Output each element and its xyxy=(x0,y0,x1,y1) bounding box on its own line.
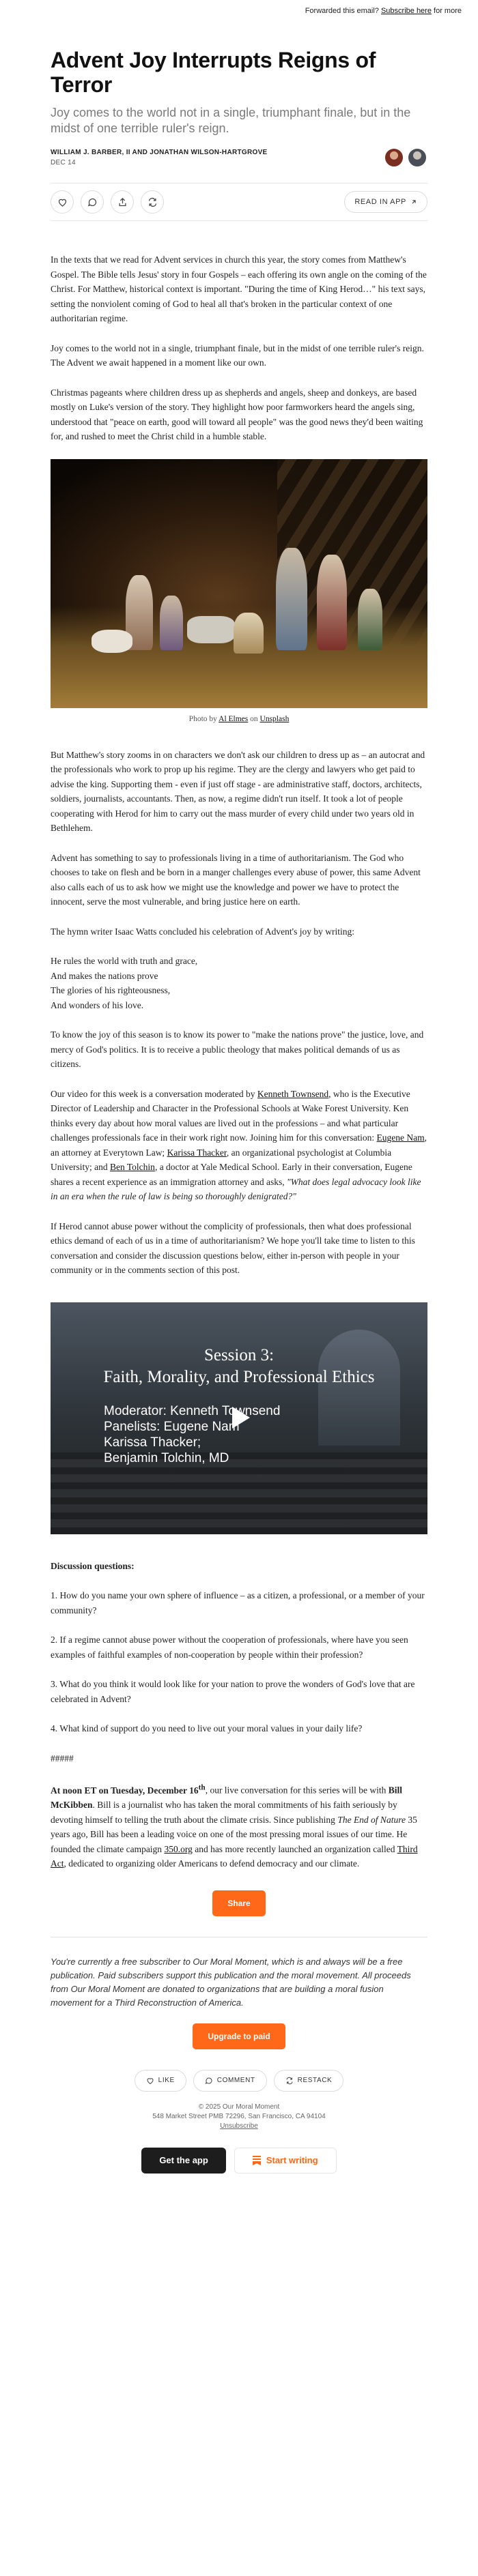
photo-author-link[interactable]: Al Elmes xyxy=(219,714,249,723)
video-panelist: Benjamin Tolchin, MD xyxy=(104,1450,229,1465)
event-guest: Bill McKibben xyxy=(51,1785,403,1810)
paragraph-2: Joy comes to the world not in a single, triumphant finale, but in the midst of one terrible ruler's reign. The Advent we await happened in a moment like our own. xyxy=(51,342,424,368)
post-subtitle: Joy comes to the world not in a single, triumphant finale, but in the midst of one terrible ruler's reign. xyxy=(51,106,411,135)
paragraph-3: Christmas pageants where children dress up as shepherds and angels, sheep and donkeys, are based mostly on Luke's version of the story. They highlight how poor farmworkers heard the angels sing, understood that "peace on earth, good will toward all people" was the good news they'd been waiting for, and rushed to meet the Christ child in a humble stable. xyxy=(51,387,423,441)
third-act-link[interactable]: Third Act xyxy=(51,1843,418,1869)
bottom-actions xyxy=(0,2070,478,2092)
start-writing-label: Start writing xyxy=(266,2154,318,2165)
video-embed[interactable] xyxy=(51,1302,427,1534)
photo-on-text: on xyxy=(250,714,258,723)
heart-icon xyxy=(57,197,68,207)
author-avatars xyxy=(384,147,427,168)
post-body-continued xyxy=(0,748,478,1278)
video-title-line: Session 3: xyxy=(203,1345,275,1364)
question-1: 1. How do you name your own sphere of influence – as a citizen, a professional, or a member of your community? xyxy=(51,1590,425,1615)
photo-manger xyxy=(187,616,235,643)
link-350-org[interactable]: 350.org xyxy=(164,1843,193,1854)
copyright: © 2025 Our Moral Moment xyxy=(198,2103,280,2111)
restack-icon xyxy=(285,2077,294,2085)
post-body xyxy=(0,252,478,444)
discussion-section xyxy=(0,1559,478,1871)
byline xyxy=(51,147,427,168)
hymn-line: The glories of his righteousness, xyxy=(51,985,171,995)
photo-caption xyxy=(0,715,478,723)
photo-figure xyxy=(317,555,347,650)
app-buttons xyxy=(0,2148,478,2193)
read-in-app-button[interactable] xyxy=(344,191,427,213)
forward-banner xyxy=(0,0,478,20)
share-button[interactable]: Share xyxy=(212,1890,265,1916)
question-3: 3. What do you think it would look like for your nation to prove the wonders of God's love that are celebrated in Advent? xyxy=(51,1679,415,1704)
play-icon[interactable] xyxy=(222,1401,256,1435)
event-text: . Bill is a journalist who has taken the moral commitments of his faith seriously by devoting himself to telling the truth about the climate crisis. Since publishing xyxy=(51,1800,397,1825)
forwarded-text: Forwarded this email? xyxy=(305,7,379,15)
p8-text: Our video for this week is a conversation moderated by xyxy=(51,1088,255,1099)
comment-icon xyxy=(87,197,98,207)
get-app-button[interactable]: Get the app xyxy=(141,2148,226,2174)
photo-figure xyxy=(276,548,307,650)
post-date: DEC 14 xyxy=(51,159,76,166)
video-title xyxy=(51,1345,427,1388)
upgrade-button[interactable]: Upgrade to paid xyxy=(193,2023,285,2049)
event-text: 35 years ago, Bill has been a leading voice on one of the most pressing moral issues of our time. He founded the climate campaign xyxy=(51,1814,417,1854)
subscription-note: You're currently a free subscriber to Our Moral Moment, which is and always will be a free publication. Paid subscribers support this publication and the moral movement. All proceeds from Our Moral Moment are donated to organizations that are building a moral fusion movement for a Third Reconstruction of America. xyxy=(51,1937,427,2010)
comment-icon xyxy=(205,2077,213,2085)
restack-pill-button[interactable] xyxy=(274,2070,344,2092)
action-icons xyxy=(51,190,164,214)
event-text: , our live conversation for this series will be with xyxy=(205,1785,386,1796)
photo-site-link[interactable]: Unsplash xyxy=(259,714,290,723)
photo-figure xyxy=(234,613,264,654)
hymn-line: And makes the nations prove xyxy=(51,970,158,981)
karissa-thacker-link[interactable]: Karissa Thacker xyxy=(167,1147,227,1158)
like-label: LIKE xyxy=(158,2077,175,2084)
event-time xyxy=(51,1785,206,1796)
paragraph-1: In the texts that we read for Advent services in church this year, the story comes from Matthew's Gospel. The Bible tells Jesus' story in four Gospels – each offering its own angle on the coming of the Christ. For Matthew, historical context is important. "During the time of King Herod…" his text says, setting the nonviolent coming of God to heal all that's broken in the particular context of one authoritarian regime. xyxy=(51,254,427,323)
event-time-text: At noon ET on Tuesday, December 16 xyxy=(51,1785,199,1796)
upgrade-wrap xyxy=(0,2023,478,2049)
footer xyxy=(0,2103,478,2131)
paragraph-9: If Herod cannot abuse power without the complicity of professionals, then what does professional ethics demand of each of us in a time of authoritarianism? We hope you'll take time to listen to this conversation and consider the discussion questions below, either in-person with people in your community or in the comments section of this post. xyxy=(51,1220,415,1275)
restack-icon xyxy=(147,197,158,207)
post-title[interactable]: Advent Joy Interrupts Reigns of Terror xyxy=(51,48,376,97)
post-authors[interactable]: WILLIAM J. BARBER, II AND JONATHAN WILSON-HARTGROVE xyxy=(51,149,268,156)
paragraph-4: But Matthew's story zooms in on characters we don't ask our children to dress up as – an autocrat and the professionals who work to prop up his regime. They are the clergy and lawyers who get paid to advise the king. Supporting them - even if just off stage - are administrative staff, doctors, architects, soldiers, journalists, accountants. Then, as now, a regime didn't run itself. It took a lot of people cooperating with Herod for him to carry out the mass murder of every child under two years old in Bethlehem. xyxy=(51,749,425,833)
byline-text xyxy=(51,147,268,168)
avatar[interactable] xyxy=(384,147,404,168)
start-writing-button[interactable] xyxy=(234,2148,337,2174)
unsubscribe-link[interactable]: Unsubscribe xyxy=(220,2122,258,2130)
comment-button[interactable] xyxy=(81,190,104,214)
question-4: 4. What kind of support do you need to live out your moral values in your daily life? xyxy=(51,1723,363,1733)
event-text: , dedicated to organizing older Americans to defend democracy and our climate. xyxy=(64,1858,360,1869)
post-header xyxy=(0,20,478,168)
event-time-sup: th xyxy=(198,1783,206,1791)
hymn-quote xyxy=(51,954,427,1012)
photo-figure xyxy=(160,596,183,650)
comment-label: COMMENT xyxy=(216,2077,255,2084)
like-pill-button[interactable] xyxy=(135,2070,186,2092)
video-moderator: Moderator: Kenneth Townsend xyxy=(104,1403,281,1418)
restack-button[interactable] xyxy=(141,190,164,214)
eugene-nam-link[interactable]: Eugene Nam xyxy=(376,1132,425,1143)
share-icon xyxy=(117,197,128,207)
eugene-quote: "What does legal advocacy look like in an era when the rule of law is being so thoroughly denigrated?" xyxy=(51,1176,421,1201)
share-button-icon[interactable] xyxy=(111,190,134,214)
address: 548 Market Street PMB 72296, San Francisco, CA 94104 xyxy=(152,2112,326,2120)
event-book: The End of Nature xyxy=(337,1814,406,1825)
hymn-line: He rules the world with truth and grace, xyxy=(51,956,198,966)
separator: ##### xyxy=(51,1753,74,1763)
question-2: 2. If a regime cannot abuse power without the cooperation of professionals, where have you seen examples of faithful examples of non-cooperation by people within their profession? xyxy=(51,1635,408,1660)
photo-figure xyxy=(358,589,382,650)
paragraph-8 xyxy=(51,1087,427,1204)
hymn-line: And wonders of his love. xyxy=(51,999,144,1010)
paragraph-7: To know the joy of this season is to know its power to "make the nations prove" the justice, love, and mercy of God's politics. It is to receive a public theology that makes political demands of us as citizens. xyxy=(51,1029,424,1069)
p8-text: , who is the Executive Director of Leadership and Character in the Professional Schools at Wake Forest University. Ken thinks every day about how moral values are lived out in the professions – and what particular challenges professionals face in their work right now. Joining him for this conversation: xyxy=(51,1088,410,1143)
nativity-photo[interactable] xyxy=(51,459,427,708)
heart-icon xyxy=(146,2077,154,2085)
video-panelists: Panelists: Eugene Nam xyxy=(104,1419,240,1434)
read-in-app-label: READ IN APP xyxy=(354,198,406,206)
comment-pill-button[interactable] xyxy=(193,2070,267,2092)
event-text: and has more recently launched an organization called xyxy=(195,1843,395,1854)
event-paragraph xyxy=(51,1781,427,1871)
avatar[interactable] xyxy=(407,147,427,168)
photo-by-text: Photo by xyxy=(188,714,217,723)
video-title-line: Faith, Morality, and Professional Ethics xyxy=(103,1367,375,1386)
paragraph-6: The hymn writer Isaac Watts concluded his celebration of Advent's joy by writing: xyxy=(51,926,354,937)
video-panelist: Karissa Thacker; xyxy=(104,1435,201,1450)
kenneth-townsend-link[interactable]: Kenneth Townsend xyxy=(257,1088,329,1099)
post-action-bar xyxy=(51,183,427,221)
discussion-heading: Discussion questions: xyxy=(51,1560,135,1571)
subscribe-link[interactable]: Subscribe here xyxy=(380,7,432,15)
photo-sheep xyxy=(92,630,132,653)
share-button-wrap xyxy=(0,1890,478,1916)
p8-text: , a doctor at Yale Medical School. Early in their conversation, Eugene shares a recent experience as an immigration attorney and asks, xyxy=(51,1162,412,1187)
p8-text: , an organizational psychologist at Columbia University; and xyxy=(51,1147,392,1172)
paragraph-5: Advent has something to say to professionals living in a time of authoritarianism. The God who chooses to take on flesh and be born in a manger challenges every abuse of power, this same Advent also calls each of us to ask how we might use the knowledge and power we have to protect the innocent, serve the most vulnerable, and bring justice here on earth. xyxy=(51,852,421,907)
for-more-text: for more xyxy=(434,7,462,15)
like-button[interactable] xyxy=(51,190,74,214)
ben-tolchin-link[interactable]: Ben Tolchin xyxy=(110,1162,155,1172)
substack-logo-icon xyxy=(253,2156,261,2165)
restack-label: RESTACK xyxy=(297,2077,333,2084)
arrow-up-right-icon xyxy=(410,199,417,205)
p8-text: , an attorney at Everytown Law; xyxy=(51,1132,427,1158)
